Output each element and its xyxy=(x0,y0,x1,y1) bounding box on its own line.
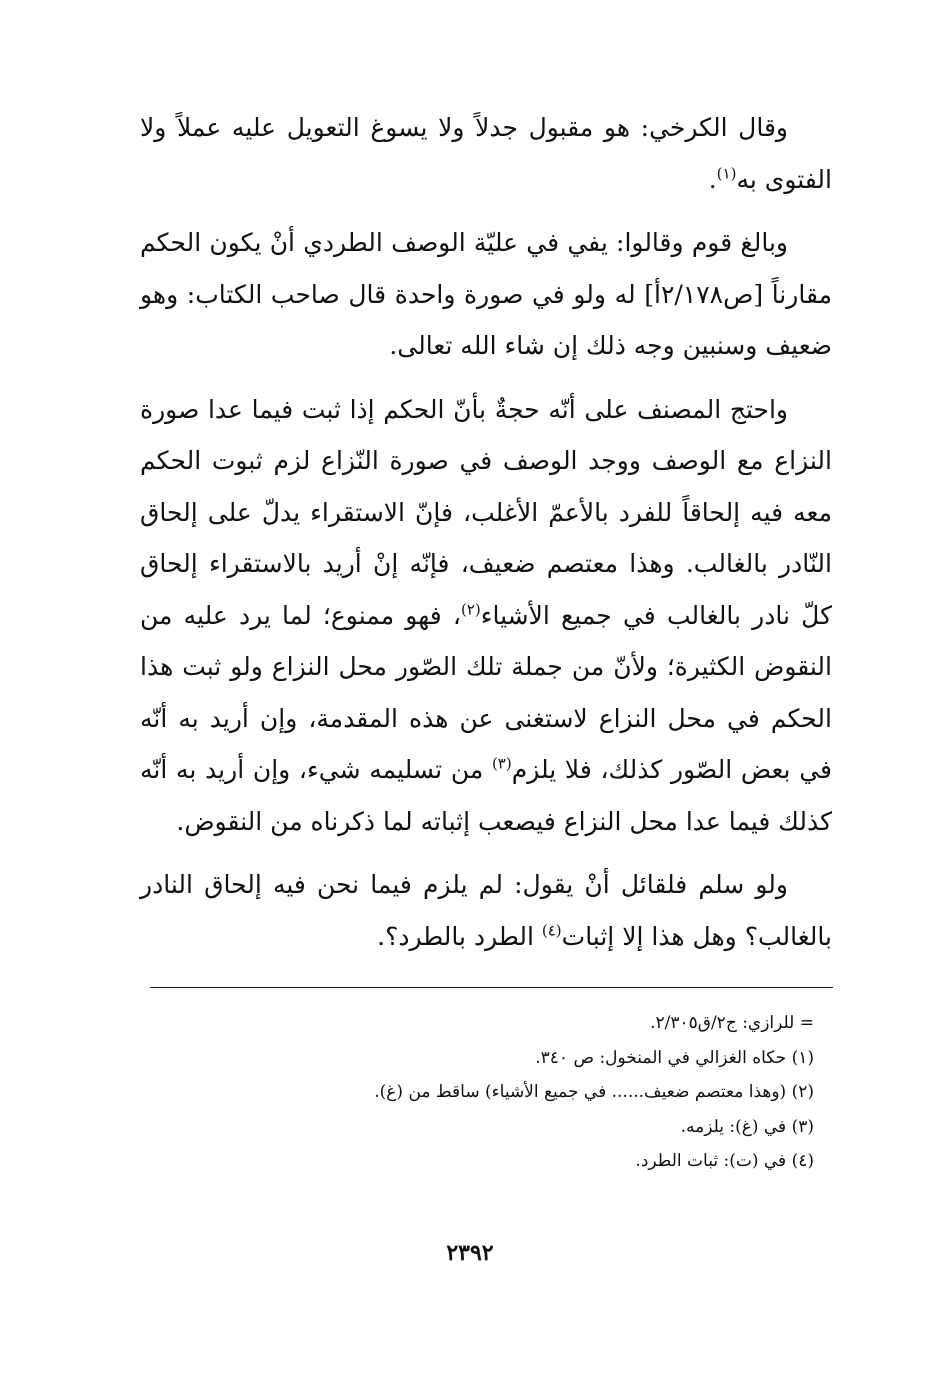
footnote-continuation: = للرازي: ج٢/ق٢/٣٠٥. xyxy=(650,1013,814,1033)
footnote-marker: (٣) xyxy=(491,754,512,773)
paragraph-text: وقال الكرخي: هو مقبول جدلاً ولا يسوغ التعويل عليه عملاً ولا الفتوى به xyxy=(140,113,832,194)
paragraph-text-continued: . xyxy=(708,164,717,194)
paragraph-3 xyxy=(140,384,832,848)
paragraph-text: وبالغ قوم وقالوا: يفي في عليّة الوصف الطردي أنْ يكون الحكم مقارناً [ص٢/١٧٨أ] له ولو في صورة واحدة قال صاحب الكتاب: وهو ضعيف وسنبين وجه ذلك إن شاء الله تعالى. xyxy=(140,228,832,360)
footnote-4: (٤) في (ت): ثبات الطرد. xyxy=(635,1151,814,1171)
footnote-separator xyxy=(150,987,833,988)
footnote-1: (١) حكاه الغزالي في المنخول: ص ٣٤٠. xyxy=(535,1047,814,1068)
paragraph-4 xyxy=(140,859,832,962)
paragraph-text: ولو سلم فلقائل أنْ يقول: لم يلزم فيما نحن فيه إلحاق النادر بالغالب؟ وهل هذا إلا إثبات xyxy=(140,870,832,951)
main-text xyxy=(140,102,832,962)
paragraph-2 xyxy=(140,217,832,372)
footnote-marker: (٤) xyxy=(541,921,562,940)
paragraph-text: واحتج المصنف على أنّه حجةٌ بأنّ الحكم إذا ثبت فيما عدا صورة النزاع مع الوصف ووجد الوصف في صورة النّزاع لزم ثبوت الحكم معه فيه إلحاقاً للفرد بالأعمّ الأغلب، فإنّ الاستقراء يدلّ على إلحاق النّادر بالغالب. وهذا معتصم ضعيف، فإنّه إنْ أريد بالاستقراء إلحاق كلّ نادر بالغالب في جميع الأشياء xyxy=(140,394,832,630)
paragraph-text-continued: من تسليمه شيء، وإن أريد به أنّه كذلك فيما عدا محل النزاع فيصعب إثباته لما ذكرناه من النقوض. xyxy=(140,755,832,836)
footnote-marker: (٢) xyxy=(460,600,481,619)
page-number: ٢٣٩٢ xyxy=(446,1240,494,1266)
paragraph-text-continued: الطرد بالطرد؟. xyxy=(377,921,542,951)
footnotes xyxy=(140,1006,832,1179)
footnote-3: (٣) في (غ): يلزمه. xyxy=(680,1116,814,1137)
paragraph-text-continued: ، فهو ممنوع؛ لما يرد عليه من النقوض الكثيرة؛ ولأنّ من جملة تلك الصّور محل النزاع ولو ثبت هذا الحكم في محل النزاع لاستغنى عن هذه المقدمة، وإن أريد به أنّه في بعض الصّور كذلك، فلا يلزم xyxy=(140,600,832,784)
footnote-marker: (١) xyxy=(716,164,737,183)
footnote-2: (٢) (وهذا معتصم ضعيف...... في جميع الأشياء) ساقط من (غ). xyxy=(374,1082,814,1102)
paragraph-1 xyxy=(140,102,832,205)
